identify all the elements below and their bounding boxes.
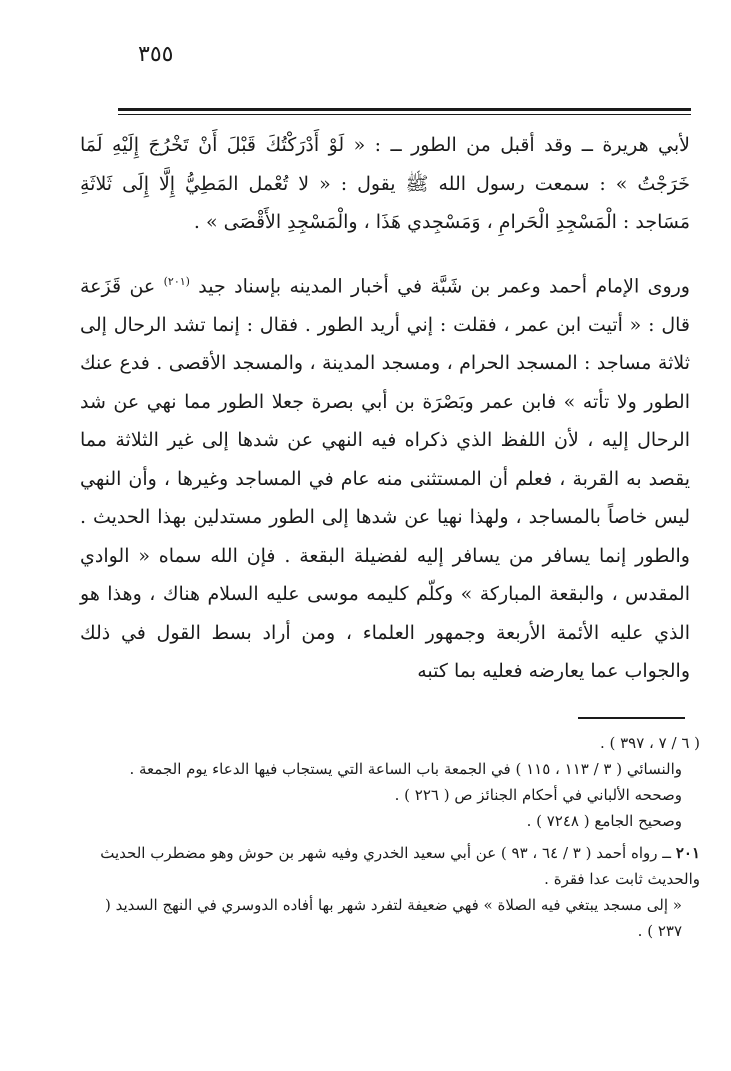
footnote-201-extra: « إلى مسجد يبتغي فيه الصلاة » فهي ضعيفة لتفرد شهر بها أفاده الدوسري في النهج السديد ( ٢٣٧ ) . (105, 896, 682, 940)
main-paragraph-opening: وروى الإمام أحمد وعمر بن شَبَّة في أخبار المدينه بإسناد جيد (198, 275, 690, 298)
footnote-line: والنسائي ( ٣ / ١١٣ ، ١١٥ ) في الجمعة باب الساعة التي يستجاب فيها الدعاء يوم الجمعة . (129, 760, 682, 778)
footnote-divider (578, 717, 685, 719)
footnote-marker-201[interactable]: (٢٠١) (163, 275, 190, 288)
header-rule-thick (118, 108, 691, 111)
main-paragraph (80, 263, 690, 691)
footnote-201 (80, 840, 700, 892)
footnote-number: ٢٠١ (675, 844, 700, 862)
footnotes (80, 730, 700, 944)
main-paragraph-body: عن قَزَعة قال : « أتيت ابن عمر ، فقلت : إني أريد الطور . فقال : إنما تشد الرحال إلى ثلاثة مساجد : المسجد الحرام ، ومسجد المدينة ، والمسجد الأقصى . فدع عنك الطور ولا تأته » فابن عمر وبَصْرَة بن أبي بصرة جعلا الطور مما نهي عن شد الرحال إليه ، لأن اللفظ الذي ذكراه فيه النهي عن شدها إلى غير الثلاثة مما يقصد به القربة ، فعلم أن المستثنى منه عام في المساجد وغيرها ، وأن النهي ليس خاصاً بالمساجد ، ولهذا نهيا عن شدها إلى الطور مستدلين بهذا الحديث . والطور إنما يسافر من يسافر إليه لفضيلة البقعة . فإن الله سماه « الوادي المقدس ، والبقعة المباركة » وكلّم كليمه موسى عليه السلام هناك ، وهذا هو الذي عليه الأئمة الأربعة وجمهور العلماء ، ومن أراد بسط القول في ذلك والجواب عما يعارضه فعليه بما كتبه (80, 275, 690, 683)
header-rule-thin (118, 114, 691, 115)
footnote-201-text: ــ رواه أحمد ( ٣ / ٦٤ ، ٩٣ ) عن أبي سعيد الخدري وفيه شهر بن حوش وهو مضطرب الحديث والحديث ثابت عدا فقرة . (100, 844, 700, 888)
footnote-line: وصححه الألباني في أحكام الجنائز ص ( ٢٢٦ ) . (394, 786, 682, 804)
page-number: ٣٥٥ (138, 42, 174, 67)
footnote-line: ( ٦ / ٧ ، ٣٩٧ ) . (599, 734, 700, 752)
intro-paragraph: لأبي هريرة ــ وقد أقبل من الطور ــ : « لَوْ أَدْرَكْتُكَ قَبْلَ أَنْ تَخْرُجَ إِلَيْهِ لَمَا خَرَجْتُ » : سمعت رسول الله ﷺ يقول : « لا تُعْمل المَطِيُّ إِلَّا إِلَى ثَلاثَةِ مَسَاجد : الْمَسْجِدِ الْحَرامِ ، وَمَسْجِدي هَذَا ، والْمَسْجِدِ الأَقْصَى » . (80, 134, 690, 233)
footnote-line: وصحيح الجامع ( ٧٢٤٨ ) . (526, 812, 682, 830)
